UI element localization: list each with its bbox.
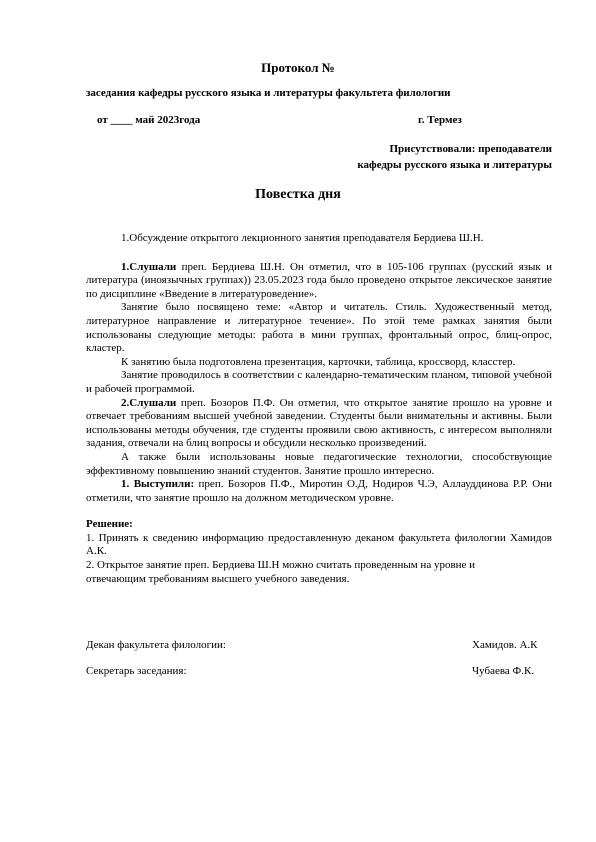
heard-label-1: 1.Слушали — [121, 260, 177, 273]
agenda-item-1: 1.Обсуждение открытого лекционного занятия преподавателя Бердиева Ш.Н. — [121, 232, 484, 244]
agenda-heading: Повестка дня — [255, 187, 341, 202]
paragraph-technologies: А также были использованы новые педагогические технологии, способствующие эффективному повышению знаний студентов. Занятие прошло интересно. — [86, 450, 552, 477]
document-title: Протокол № — [261, 60, 335, 75]
speakers-label: 1. Выступили: — [121, 478, 195, 491]
heard-text-2: преп. Бозоров П.Ф. Он отметил, что открытое занятие прошло на уровне и отвечает требованиям высшей учебной заведении. Студенты были внимательны и активны. Были использованы методы обучения, где студенты проявили свою активность, с интересом выполняли задания, отвечали на блиц вопросы и обсудили несколько произведений. — [86, 396, 552, 450]
document-body — [86, 232, 552, 586]
dean-label: Декан факультета филологии: — [86, 639, 226, 651]
paragraph-heard-1 — [86, 261, 552, 302]
paragraph-materials: К занятию была подготовлена презентация, карточки, таблица, кроссворд, класстер. — [121, 355, 516, 368]
decision-item-2-line-2: отвечающим требованиям высшего учебного заведения. — [86, 572, 350, 585]
heard-label-2: 2.Слушали — [121, 396, 177, 409]
secretary-name: Чубаева Ф.К. — [472, 665, 535, 677]
paragraph-topic: Занятие было посвящено теме: «Автор и читатель. Стиль. Художественный метод, литературное направление и литературное течение». По этой теме рамках занятия были использованы следующие методы: работа в мини группах, фронтальный опрос, блиц-опрос, кластер. — [86, 301, 552, 355]
decision-item-2-line-1: 2. Открытое занятие преп. Бердиева Ш.Н можно считать проведенным на уровне и — [86, 559, 476, 572]
heard-text-1: преп. Бердиева Ш.Н. Он отметил, что в 105-106 группах (русский язык и литература (иноязычных группах)) 23.05.2023 года было проведено открытое лексическое занятие по дисциплине «Введение в литературоведение». — [86, 260, 552, 300]
speakers-text: преп. Бозоров П.Ф., Миротин О.Д, Нодиров Ч.Э, Аллауддинова Р.Р. Они отметили, что занятие прошло на должном методическом уровне. — [86, 478, 552, 504]
attendees-line-2: кафедры русского языка и литературы — [357, 159, 552, 171]
document-subtitle: заседания кафедры русского языка и литературы факультета филологии — [86, 87, 451, 99]
meeting-city: г. Термез — [418, 114, 462, 126]
meeting-date: от ____ май 2023года — [97, 114, 201, 126]
attendees-line-1: Присутствовали: преподаватели — [389, 143, 552, 155]
decision-heading: Решение: — [86, 518, 133, 531]
secretary-label: Секретарь заседания: — [86, 665, 187, 677]
paragraph-heard-2 — [86, 397, 552, 451]
dean-name: Хамидов. А.К — [472, 639, 538, 651]
decision-item-1: 1. Принять к сведению информацию предоставленную деканом факультета филологии Хамидов А.К. — [86, 531, 552, 558]
paragraph-speakers — [86, 478, 552, 505]
paragraph-program: Занятие проводилось в соответствии с календарно-тематическим планом, типовой учебной и рабочей программой. — [86, 369, 552, 395]
